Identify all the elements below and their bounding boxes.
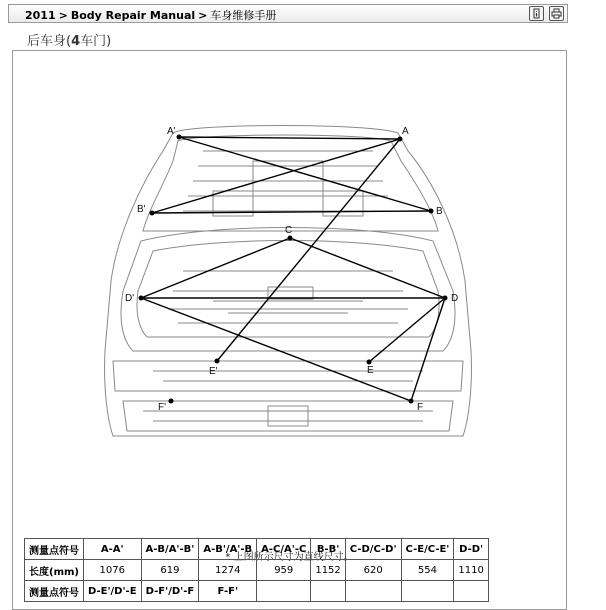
print-button[interactable] (549, 6, 564, 21)
point-label-b-prime: B' (137, 204, 146, 215)
info-button[interactable] (529, 6, 544, 21)
table-cell: 1274 (199, 560, 257, 581)
breadcrumb (25, 7, 276, 23)
print-icon (551, 8, 562, 19)
breadcrumb-separator: > (58, 9, 68, 22)
dimension-table (24, 538, 489, 602)
breadcrumb-section[interactable]: 车身维修手册 (210, 9, 277, 22)
breadcrumb-year[interactable]: 2011 (25, 9, 56, 22)
point-label-d-prime: D' (125, 293, 135, 304)
table-cell: D-F'/D'-F (141, 581, 199, 602)
table-cell: A-B'/A'-B (199, 539, 257, 560)
table-cell (345, 581, 401, 602)
point-label-a-prime: A' (167, 126, 176, 137)
page-title (27, 30, 111, 49)
table-cell: 554 (401, 560, 454, 581)
table-cell: 620 (345, 560, 401, 581)
rear-body-diagram (13, 51, 566, 491)
row-header-length: 长度(mm) (25, 560, 84, 581)
table-cell (454, 581, 488, 602)
table-cell: A-A' (84, 539, 142, 560)
table-cell: 1076 (84, 560, 142, 581)
breadcrumb-manual[interactable]: Body Repair Manual (70, 9, 196, 22)
point-label-c: C (285, 225, 293, 236)
breadcrumb-separator: > (198, 9, 208, 22)
point-label-f: F (417, 402, 424, 413)
table-cell: F-F' (199, 581, 257, 602)
table-row (25, 539, 489, 560)
top-header-bar (8, 4, 568, 23)
row-header-symbol: 测量点符号 (25, 539, 84, 560)
table-cell (257, 581, 311, 602)
table-cell (401, 581, 454, 602)
figure-note: * 上图所示尺寸为直线尺寸。 (225, 552, 354, 563)
table-cell (311, 581, 345, 602)
table-cell: 1152 (311, 560, 345, 581)
table-cell: 959 (257, 560, 311, 581)
table-cell: C-D/C-D' (345, 539, 401, 560)
table-row (25, 581, 489, 602)
table-cell: D-E'/D'-E (84, 581, 142, 602)
point-label-b: B (436, 206, 443, 217)
table-cell: D-D' (454, 539, 488, 560)
point-label-e: E (367, 365, 374, 376)
table-row (25, 560, 489, 581)
page-title-bold: 4 (71, 34, 81, 49)
table-cell: A-C/A'-C (257, 539, 311, 560)
table-cell: C-E/C-E' (401, 539, 454, 560)
table-cell: A-B/A'-B' (141, 539, 199, 560)
point-label-e-prime: E' (209, 366, 218, 377)
table-cell: 619 (141, 560, 199, 581)
table-cell: B-B' (311, 539, 345, 560)
info-icon (531, 8, 542, 19)
point-label-d: D (451, 293, 459, 304)
point-label-a: A (402, 126, 409, 137)
page-title-prefix: 后车身( (27, 34, 72, 49)
figure-panel (12, 50, 567, 610)
table-cell: 1110 (454, 560, 488, 581)
row-header-symbol-2: 测量点符号 (25, 581, 84, 602)
point-label-f-prime: F' (158, 402, 167, 413)
page-title-suffix: 车门) (80, 34, 112, 49)
